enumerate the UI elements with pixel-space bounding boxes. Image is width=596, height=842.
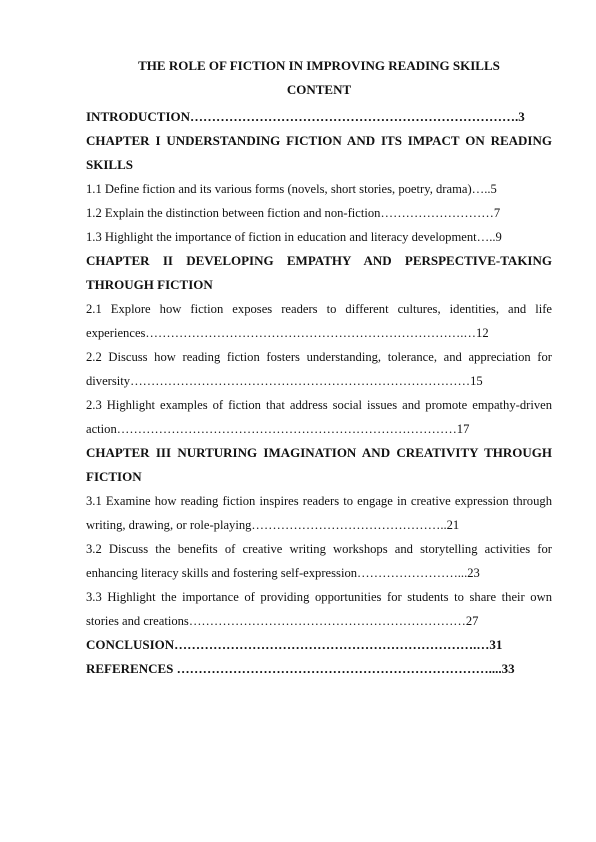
toc-chapter-entry: REFERENCES ………………………………………………………………....33 xyxy=(86,661,515,676)
toc-chapter-entry: CHAPTER II DEVELOPING EMPATHY AND PERSPECTIVE-TAKING THROUGH FICTION xyxy=(86,253,552,292)
table-of-contents xyxy=(86,105,552,681)
toc-section-entry: 3.2 Discuss the benefits of creative writing workshops and storytelling activities for enhancing literacy skills and fostering self-expression……………………...23 xyxy=(86,542,552,580)
document-title: THE ROLE OF FICTION IN IMPROVING READING SKILLS xyxy=(138,58,500,73)
toc-section-entry: 3.1 Examine how reading fiction inspires readers to engage in creative expression through writing, drawing, or role-playing………………………………………..21 xyxy=(86,494,552,532)
toc-chapter-entry: CHAPTER I UNDERSTANDING FICTION AND ITS IMPACT ON READING SKILLS xyxy=(86,133,552,172)
toc-section-entry: 3.3 Highlight the importance of providing opportunities for students to share their own stories and creations…………………………………………………………27 xyxy=(86,590,552,628)
toc-section-entry: 1.2 Explain the distinction between fiction and non-fiction………………………7 xyxy=(86,206,501,220)
toc-section-entry: 1.3 Highlight the importance of fiction in education and literacy development…..9 xyxy=(86,230,502,244)
toc-chapter-entry: CONCLUSION…………………………………………………………….…31 xyxy=(86,637,503,652)
toc-section-entry: 2.1 Explore how fiction exposes readers to different cultures, identities, and life experiences………………………………………………………………….…12 xyxy=(86,302,552,340)
toc-chapter-entry: INTRODUCTION………………………………………………………………….3 xyxy=(86,109,525,124)
toc-chapter-entry: CHAPTER III NURTURING IMAGINATION AND CREATIVITY THROUGH FICTION xyxy=(86,445,552,484)
toc-section-entry: 1.1 Define fiction and its various forms (novels, short stories, poetry, drama)…..5 xyxy=(86,182,497,196)
toc-section-entry: 2.3 Highlight examples of fiction that address social issues and promote empathy-driven action………………………………………………………………………17 xyxy=(86,398,552,436)
contents-heading: CONTENT xyxy=(286,82,352,97)
toc-section-entry: 2.2 Discuss how reading fiction fosters understanding, tolerance, and appreciation for diversity………………………………………………………………………15 xyxy=(86,350,552,388)
